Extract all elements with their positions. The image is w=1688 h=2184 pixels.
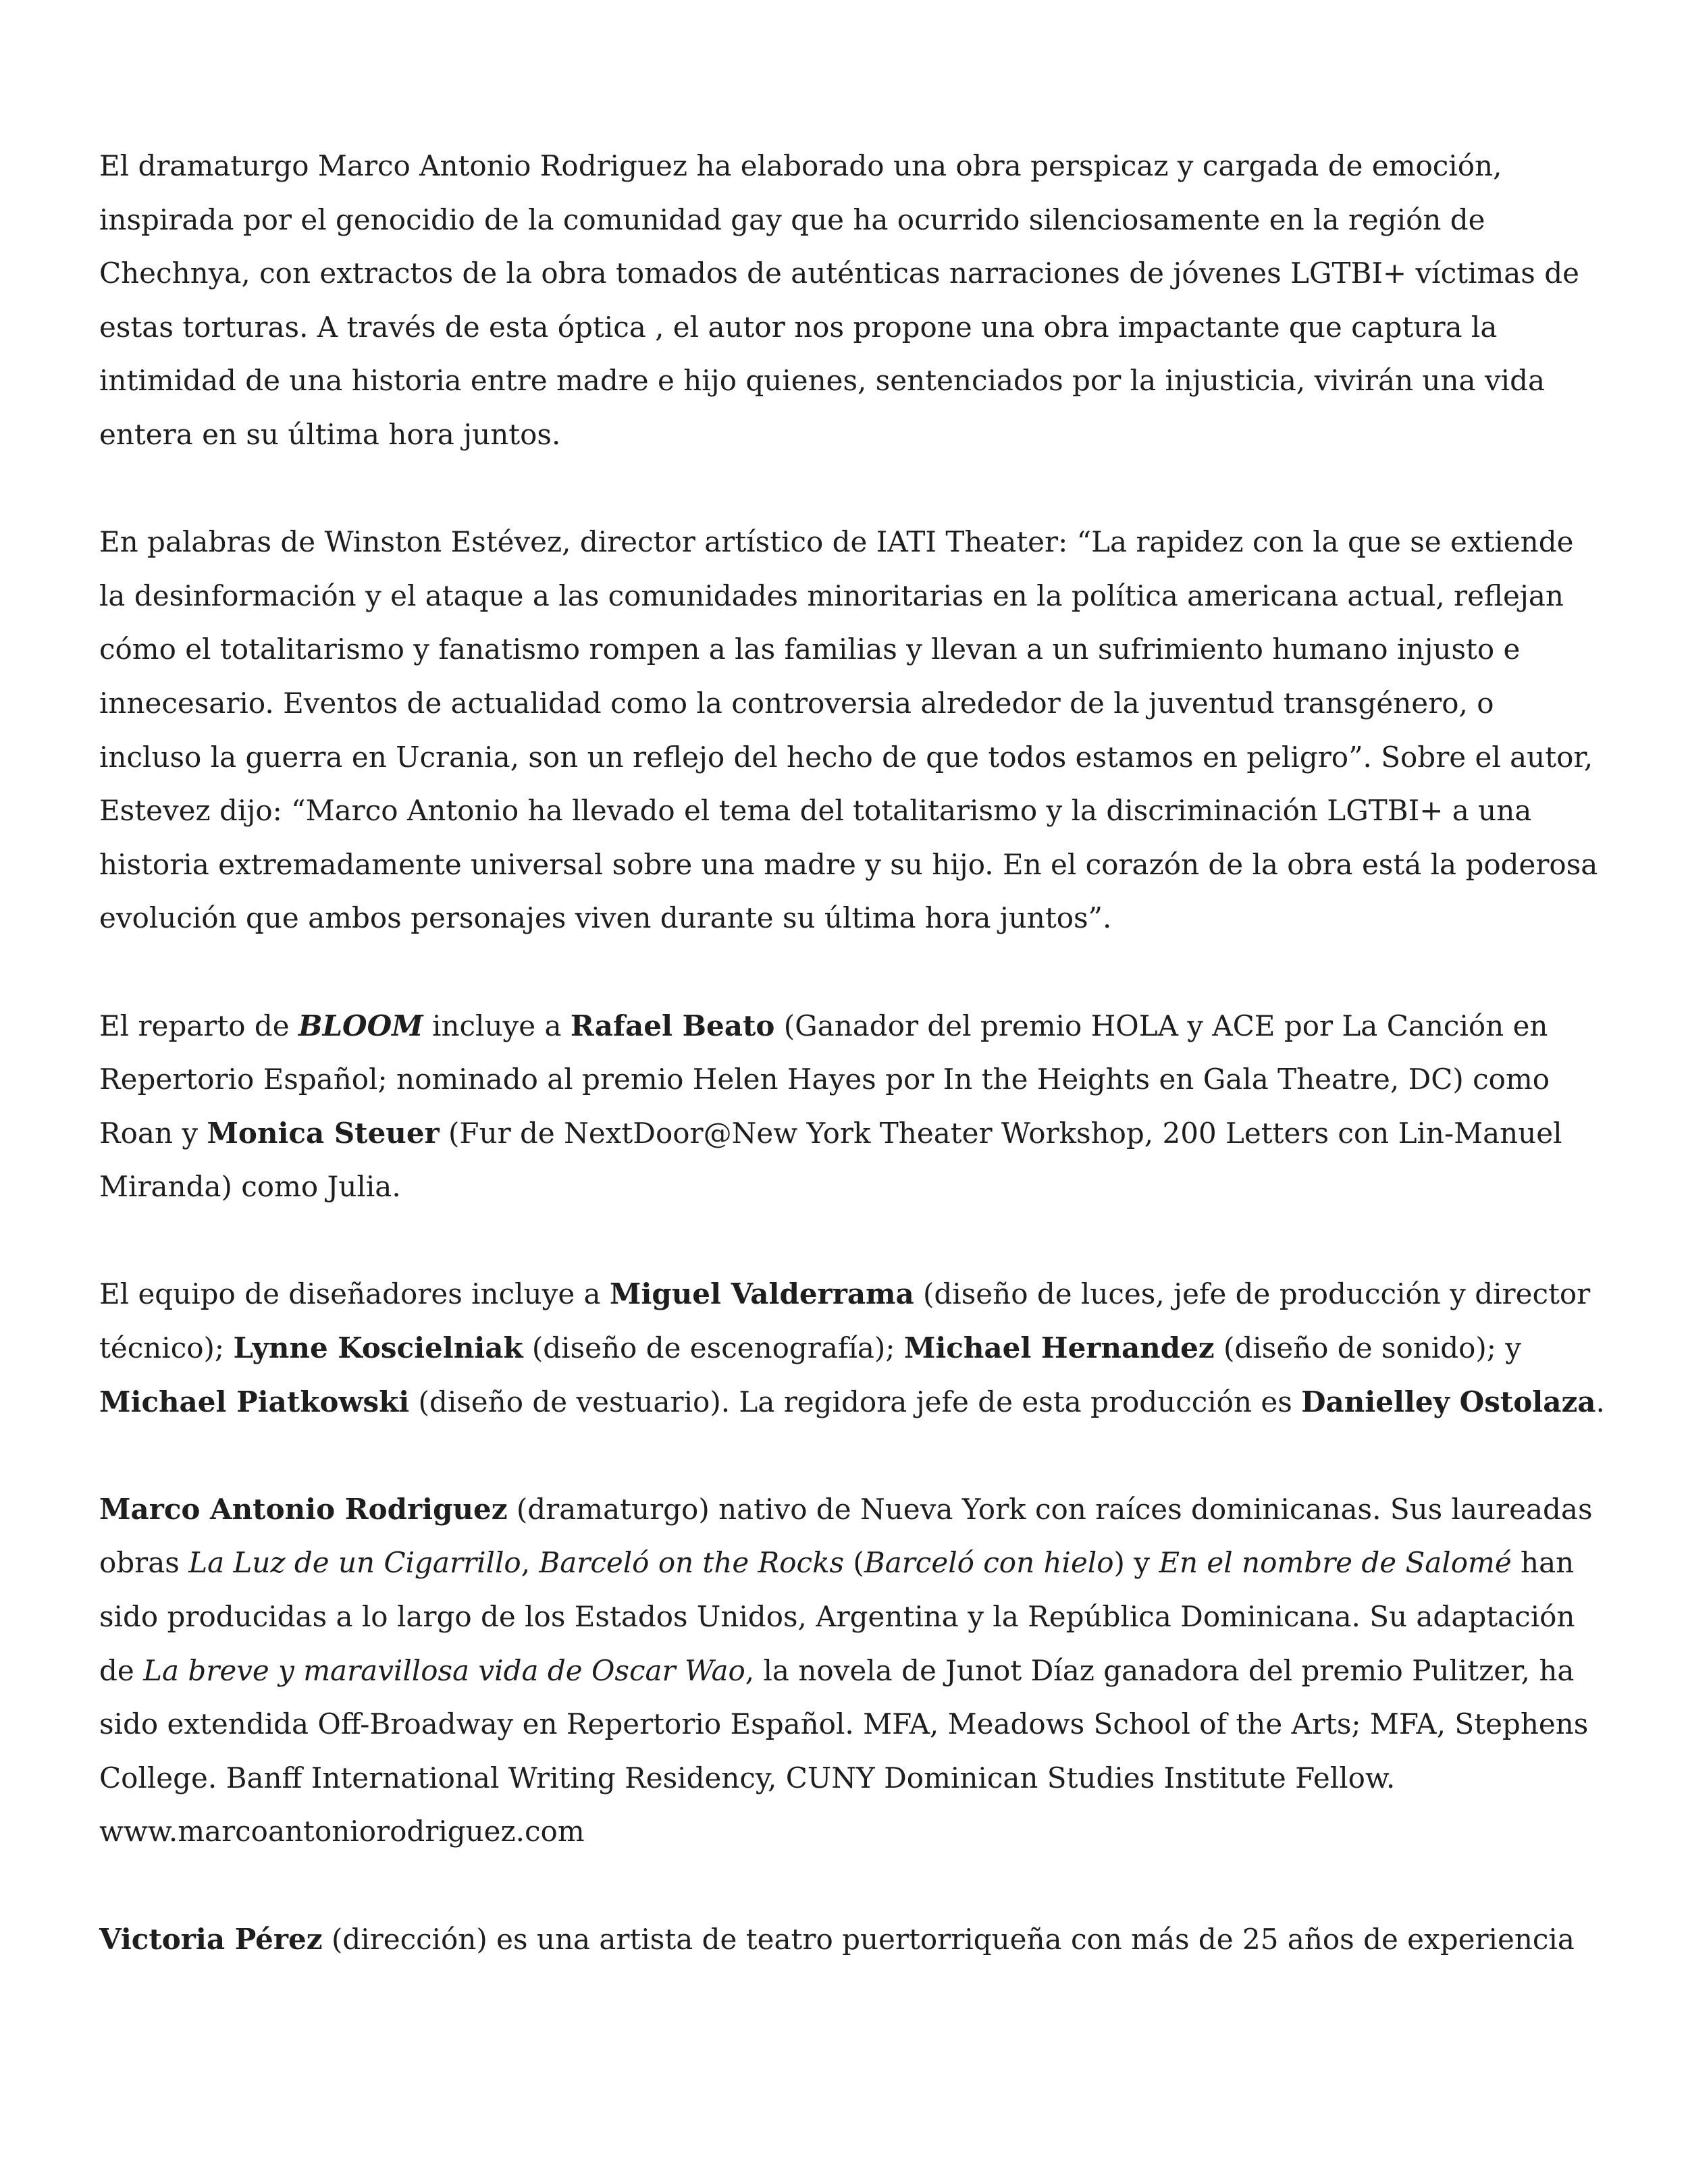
- text-run: incluye a: [423, 1009, 571, 1042]
- work-title: En el nombre de Salomé: [1159, 1546, 1512, 1580]
- text-run: ) y: [1113, 1546, 1159, 1580]
- text-run: .: [1595, 1385, 1605, 1418]
- text-run: El reparto de: [99, 1009, 298, 1042]
- actor-name: Rafael Beato: [570, 1009, 775, 1042]
- text-run: (diseño de luces, jefe de producción y director técnico);: [99, 1277, 1591, 1365]
- text-run: , la novela de Junot Díaz ganadora del premio Pulitzer, ha sido extendida Off-Broadway en Repertorio Español. MFA, Meadows School of the Arts; MFA, Stephens College. Banff International Writing Residency, CUNY Dominican Studies Institute Fellow. www.marcoantoniorodriguez.com: [99, 1653, 1589, 1848]
- text-run: (dramaturgo) nativo de Nueva York con raíces dominicanas. Sus laureadas obras: [99, 1492, 1593, 1580]
- text-run: (diseño de sonido); y: [1214, 1331, 1522, 1365]
- work-title: La Luz de un Cigarrillo: [188, 1546, 521, 1580]
- text-run: (Fur de NextDoor@New York Theater Workshop, 200 Letters con Lin-Manuel Miranda) como Julia.: [99, 1116, 1562, 1204]
- paragraph-text: El dramaturgo Marco Antonio Rodriguez ha elaborado una obra perspicaz y cargada de emoción, inspirada por el genocidio de la comunidad gay que ha ocurrido silenciosamente en la región de Chechnya, con extractos de la obra tomados de auténticas narraciones de jóvenes LGTBI+ víctimas de estas torturas. A través de esta óptica , el autor nos propone una obra impactante que captura la intimidad de una historia entre madre e hijo quienes, sentenciados por la injusticia, vivirán una vida entera en su última hora juntos.: [99, 149, 1579, 451]
- designer-name: Michael Hernandez: [903, 1331, 1215, 1365]
- play-title: BLOOM: [298, 1009, 423, 1042]
- text-run: (diseño de escenografía);: [523, 1331, 904, 1365]
- paragraph-playwright-bio: [99, 1483, 1605, 1859]
- text-run: han sido producidas a lo largo de los Estados Unidos, Argentina y la República Dominicana. Su adaptación de: [99, 1546, 1575, 1687]
- text-run: (Ganador del premio HOLA y ACE por La Canción en Repertorio Español; nominado al premio Helen Hayes por In the Heights en Gala Theatre, DC) como Roan y: [99, 1009, 1550, 1150]
- designer-name: Miguel Valderrama: [609, 1277, 914, 1311]
- text-run: (diseño de vestuario). La regidora jefe de esta producción es: [409, 1385, 1302, 1418]
- paragraph-text: En palabras de Winston Estévez, director artístico de IATI Theater: “La rapidez con la que se extiende la desinformación y el ataque a las comunidades minoritarias en la política americana actual, reflejan cómo el totalitarismo y fanatismo rompen a las familias y llevan a un sufrimiento humano injusto e innecesario. Eventos de actualidad como la controversia alrededor de la juventud transgénero, o incluso la guerra en Ucrania, son un reflejo del hecho de que todos estamos en peligro”. Sobre el autor, Estevez dijo: “Marco Antonio ha llevado el tema del totalitarismo y la discriminación LGTBI+ a una historia extremadamente universal sobre una madre y su hijo. En el corazón de la obra está la poderosa evolución que ambos personajes viven durante su última hora juntos”.: [99, 525, 1598, 935]
- work-title: Barceló on the Rocks: [539, 1546, 845, 1580]
- playwright-name: Marco Antonio Rodriguez: [99, 1492, 508, 1526]
- designer-name: Michael Piatkowski: [99, 1385, 410, 1418]
- designer-name: Lynne Koscielniak: [233, 1331, 523, 1365]
- text-run: (dirección) es una artista de teatro puertorriqueña con más de 25 años de experiencia: [322, 1922, 1575, 1956]
- article-body: [99, 139, 1605, 1966]
- text-run: El equipo de diseñadores incluye a: [99, 1277, 610, 1311]
- director-name: Victoria Pérez: [99, 1922, 323, 1956]
- text-run: ,: [521, 1546, 539, 1580]
- actor-name: Monica Steuer: [207, 1116, 440, 1150]
- stage-manager-name: Danielley Ostolaza: [1301, 1385, 1596, 1418]
- paragraph-director-bio: [99, 1913, 1605, 1967]
- work-title: La breve y maravillosa vida de Oscar Wao: [143, 1653, 745, 1687]
- paragraph-play-description: [99, 139, 1605, 462]
- paragraph-cast: [99, 999, 1605, 1214]
- work-title: Barceló con hielo: [864, 1546, 1114, 1580]
- paragraph-design-team: [99, 1267, 1605, 1429]
- paragraph-director-quote: [99, 515, 1605, 945]
- text-run: (: [844, 1546, 864, 1580]
